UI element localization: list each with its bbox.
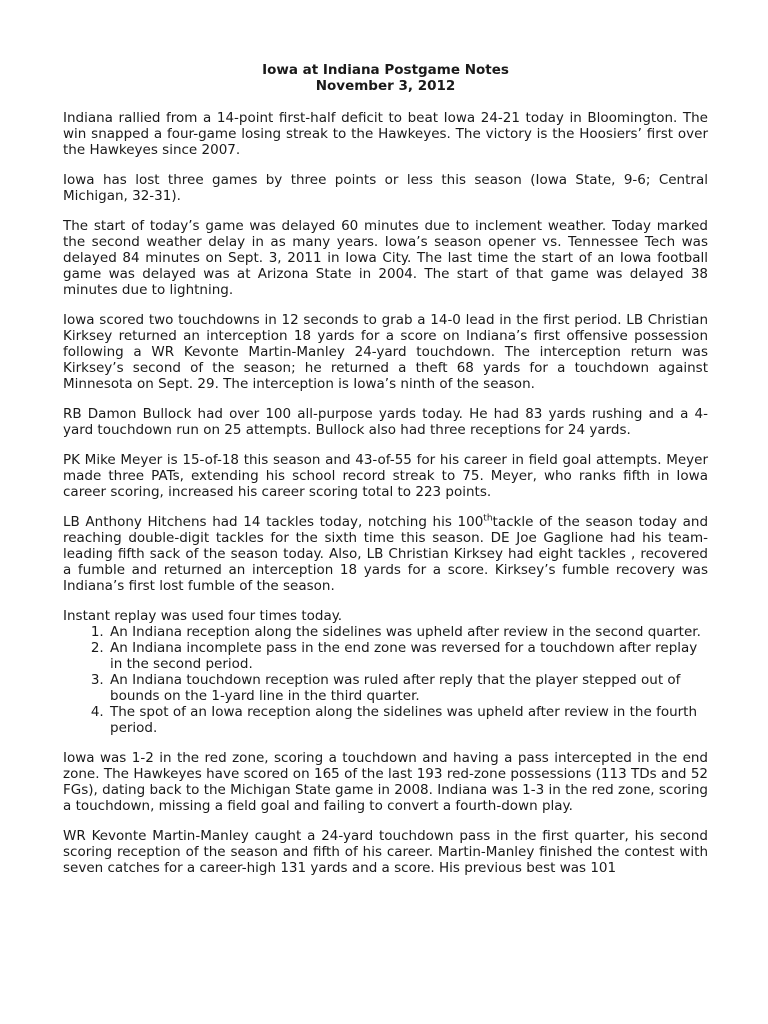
title-block (63, 62, 708, 94)
list-item: 2. An Indiana incomplete pass in the end zone was reversed for a touchdown after replay in the second period. (108, 640, 708, 672)
paragraph-weather-delay: The start of today’s game was delayed 60 minutes due to inclement weather. Today marked the second weather delay in as many years. Iowa’s season opener vs. Tennessee Tech was delayed 84 minutes on Sept. 3, 2011 in Iowa City. The last time the start of an Iowa football game was delayed was at Arizona State in 2004. The start of that game was delayed 38 minutes due to lightning. (63, 218, 708, 298)
paragraph-defense (63, 514, 708, 594)
paragraph-replay-intro: Instant replay was used four times today. (63, 608, 343, 624)
list-item: 4. The spot of an Iowa reception along the sidelines was upheld after review in the fourth period. (108, 704, 708, 736)
defense-text-end: tackle of the season today and reaching double-digit tackles for the sixth time this season. DE Joe Gaglione had his team-leading fifth sack of the season today. Also, LB Christian Kirksey had eight tackles , recovered a fumble and returned an interception 18 yards for a score. Kirksey’s fumble recovery was Indiana’s first lost fumble of the season. (63, 514, 709, 594)
list-item: 3. An Indiana touchdown reception was ruled after reply that the player stepped out of bounds on the 1-yard line in the third quarter. (108, 672, 708, 704)
paragraph-meyer: PK Mike Meyer is 15-of-18 this season and 43-of-55 for his career in field goal attempts. Meyer made three PATs, extending his school record streak to 75. Meyer, who ranks fifth in Iowa career scoring, increased his career scoring total to 223 points. (63, 452, 708, 500)
document-title: Iowa at Indiana Postgame Notes (262, 62, 509, 78)
paragraph-result: Indiana rallied from a 14-point first-half deficit to beat Iowa 24-21 today in Bloomington. The win snapped a four-game losing streak to the Hawkeyes. The victory is the Hoosiers’ first over the Hawkeyes since 2007. (63, 110, 708, 158)
paragraph-martin-manley: WR Kevonte Martin-Manley caught a 24-yard touchdown pass in the first quarter, his second scoring reception of the season and fifth of his career. Martin-Manley finished the contest with seven catches for a career-high 131 yards and a score. His previous best was 101 (63, 828, 708, 876)
paragraph-red-zone: Iowa was 1-2 in the red zone, scoring a touchdown and having a pass intercepted in the end zone. The Hawkeyes have scored on 165 of the last 193 red-zone possessions (113 TDs and 52 FGs), dating back to the Michigan State game in 2008. Indiana was 1-3 in the red zone, scoring a touchdown, missing a field goal and failing to convert a fourth-down play. (63, 750, 708, 814)
paragraph-close-losses: Iowa has lost three games by three points or less this season (Iowa State, 9-6; Central Michigan, 32-31). (63, 172, 708, 204)
document-date: November 3, 2012 (315, 78, 456, 94)
ordinal-superscript: th (483, 513, 493, 524)
replay-list (63, 624, 708, 736)
defense-text-start: LB Anthony Hitchens had 14 tackles today, notching his 100 (63, 514, 484, 530)
paragraph-bullock: RB Damon Bullock had over 100 all-purpose yards today. He had 83 yards rushing and a 4-yard touchdown run on 25 attempts. Bullock also had three receptions for 24 yards. (63, 406, 708, 438)
paragraph-quick-touchdowns: Iowa scored two touchdowns in 12 seconds to grab a 14-0 lead in the first period. LB Christian Kirksey returned an interception 18 yards for a score on Indiana’s first offensive possession following a WR Kevonte Martin-Manley 24-yard touchdown. The interception return was Kirksey’s second of the season; he returned a theft 68 yards for a touchdown against Minnesota on Sept. 29. The interception is Iowa’s ninth of the season. (63, 312, 708, 392)
list-item: 1. An Indiana reception along the sidelines was upheld after review in the second quarter. (108, 624, 708, 640)
